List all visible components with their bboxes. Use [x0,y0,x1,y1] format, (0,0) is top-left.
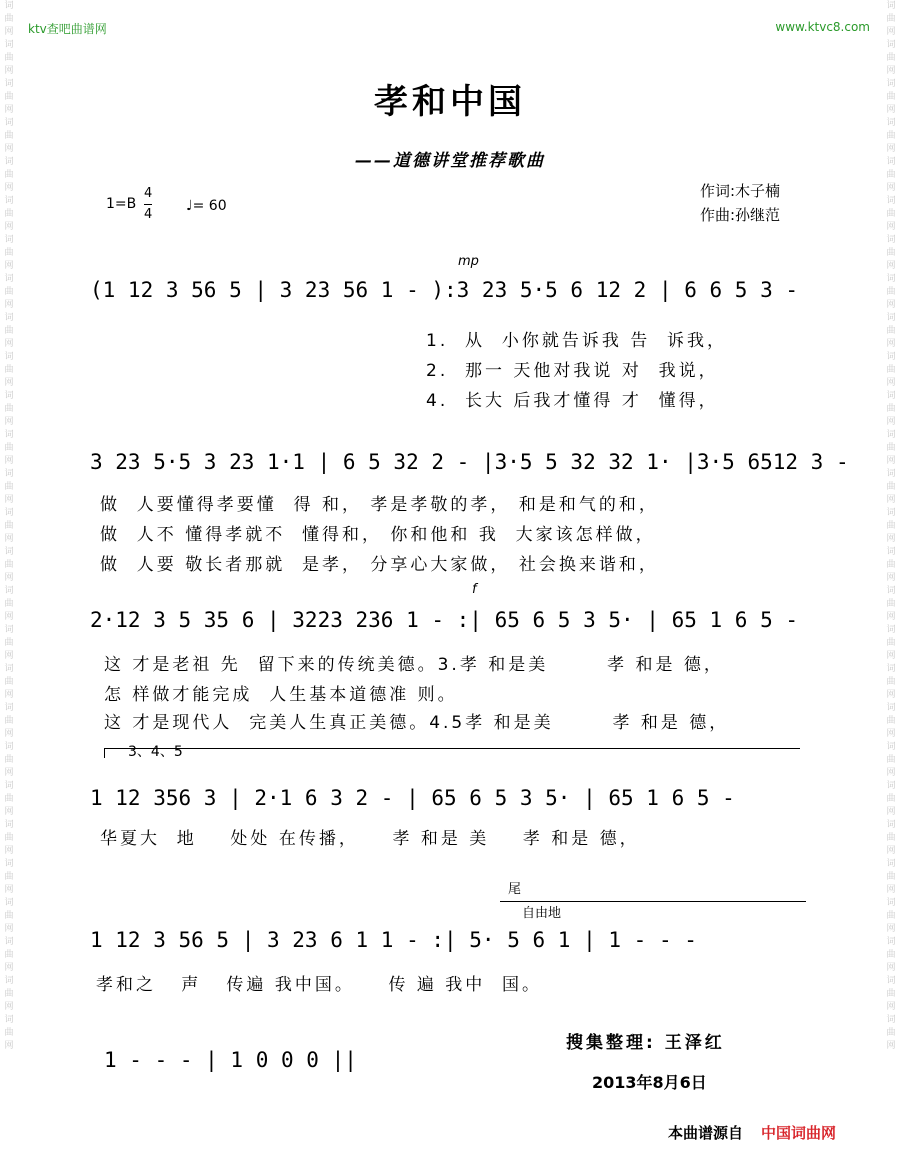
song-subtitle: ——道德讲堂推荐歌曲 [355,151,545,171]
lyric-r1-v3: 4. 长大 后我才懂得 才 懂得， [426,391,719,411]
lyric-r2-v1: 做 人要懂得孝要懂 得 和， 孝是孝敬的孝， 和是和气的和， [100,495,659,515]
lyric-r3-v1: 这 才是老祖 先 留下来的传统美德。3.孝 和是美 孝 和是 德， [104,655,724,675]
key-signature: 1=B [106,196,137,212]
notes-row-4: 1 12 356 3 | 2·1 6 3 2 - | 65 6 5 3 5· | 65 1 6 5 - [90,786,735,810]
song-title: 孝和中国 [374,82,526,122]
side-watermark-left: 词曲网词曲网词曲网词曲网词曲网词曲网词曲网词曲网词曲网词曲网词曲网词曲网词曲网词曲网词曲网词曲网词曲网词曲网词曲网词曲网词曲网词曲网词曲网词曲网词曲网词曲网词曲网 [4,1,14,1051]
time-bottom: 4 [144,207,153,222]
lyric-r1-v1: 1. 从 小你就告诉我 告 诉我， [426,331,728,351]
lyric-r5-v1: 孝和之 声 传遍 我中国。 传 遍 我中 国。 [96,975,543,995]
dynamic-f: f [472,582,477,597]
watermark-left: ktv查吧曲谱网 [28,22,107,36]
notes-row-1: (1 12 3 56 5 | 3 23 56 1 - ):3 23 5·5 6 12 2 | 6 6 5 3 - [90,278,799,302]
free-tempo-mark: 自由地 [522,906,562,921]
time-signature [144,184,152,225]
side-watermark-right: 词曲网词曲网词曲网词曲网词曲网词曲网词曲网词曲网词曲网词曲网词曲网词曲网词曲网词曲网词曲网词曲网词曲网词曲网词曲网词曲网词曲网词曲网词曲网词曲网词曲网词曲网词曲网 [886,1,896,1051]
volta-label: 3、4、5 [128,744,183,760]
score-row-6 [104,1048,824,1096]
lyric-r3-v3: 这 才是现代人 完美人生真正美德。4.5孝 和是美 孝 和是 德， [104,713,730,733]
dynamic-mp: mp [458,254,479,269]
source-prefix: 本曲谱源自 [668,1124,744,1142]
lyric-r3-v2: 怎 样做才能完成 人生基本道德准 则。 [104,685,458,705]
collector-credit: 搜集整理: 王泽红 [566,1033,725,1053]
watermark-right: www.ktvc8.com [775,20,870,34]
publish-date: 2013年8月6日 [592,1073,707,1092]
notes-row-3: 2·12 3 5 35 6 | 3223 236 1 - :| 65 6 5 3 5· | 65 1 6 5 - [90,608,799,632]
lyric-r2-v3: 做 人要 敬长者那就 是孝， 分享心大家做， 社会换来谐和， [100,555,659,575]
lyric-r2-v2: 做 人不 懂得孝就不 懂得和， 你和他和 我 大家该怎样做， [100,525,656,545]
source-brand-link[interactable]: 中国词曲网 [761,1124,837,1142]
notes-row-2: 3 23 5·5 3 23 1·1 | 6 5 32 2 - |3·5 5 32 32 1· |3·5 6512 3 - [90,450,849,474]
score-row-3 [90,608,810,656]
tempo-mark: ♩= 60 [186,198,227,214]
notes-row-6: 1 - - - | 1 0 0 0 || [104,1048,357,1072]
tail-mark: 尾 [508,882,522,897]
time-top: 4 [144,184,152,205]
volta-bracket-line [104,748,800,749]
score-row-1 [90,278,810,326]
score-row-5 [90,928,810,976]
lyric-r4-v1: 华夏大 地 处处 在传播， 孝 和是 美 孝 和是 德， [100,829,640,849]
lyric-r1-v2: 2. 那一 天他对我说 对 我说， [426,361,719,381]
lyricist: 作词:木子楠 [700,182,781,200]
source-credit [668,1122,836,1143]
volta-bracket-edge [104,748,105,758]
composer: 作曲:孙继范 [700,206,781,224]
notes-row-5: 1 12 3 56 5 | 3 23 6 1 1 - :| 5· 5 6 1 | 1 - - - [90,928,697,952]
